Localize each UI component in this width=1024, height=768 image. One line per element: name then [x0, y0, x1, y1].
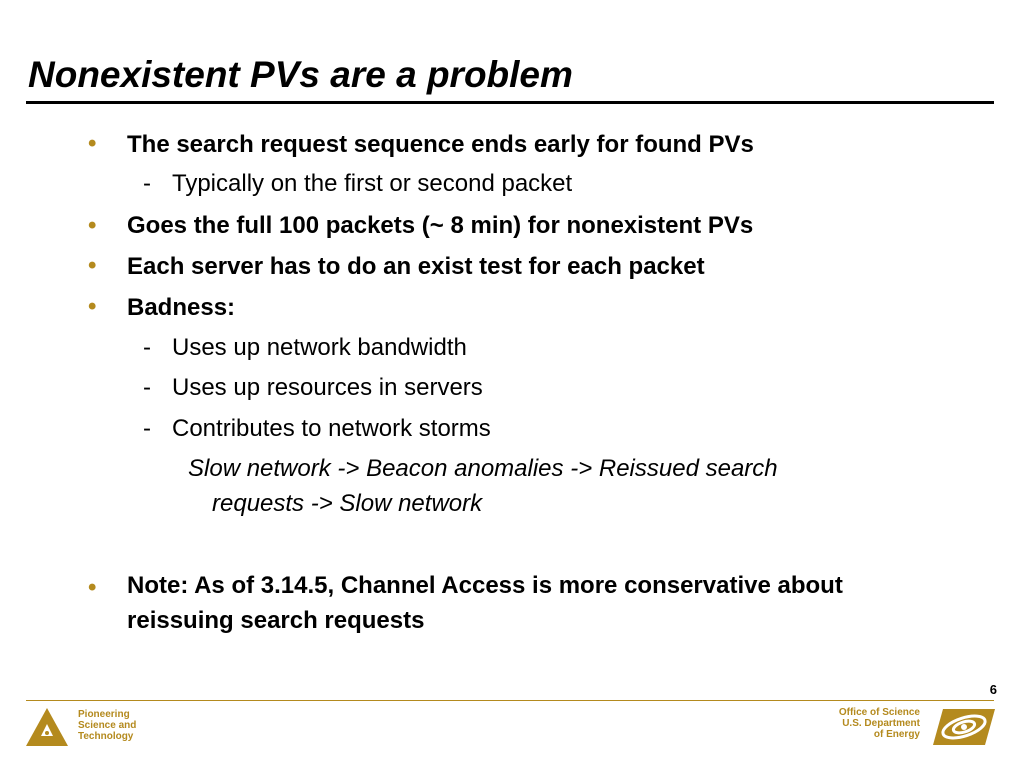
dash-icon: - [143, 415, 151, 442]
lab-tagline-line-2: Science and [78, 720, 137, 731]
sub-bullet-text: Uses up resources in servers [172, 374, 483, 401]
argonne-triangle-icon [25, 707, 69, 752]
lab-tagline-line-1: Pioneering [78, 709, 130, 720]
sub-bullet-text: Contributes to network storms [172, 415, 491, 442]
sub-bullet-text: Typically on the first or second packet [172, 170, 573, 197]
slide-title: Nonexistent PVs are a problem [28, 54, 573, 95]
bullet-text: Badness: [127, 294, 236, 321]
dash-icon: - [143, 170, 151, 197]
note-text-line-2: requests -> Slow network [212, 490, 483, 517]
note-text-line-1: Slow network -> Beacon anomalies -> Reissued search [188, 455, 778, 482]
footer-divider [26, 700, 994, 701]
doe-office-text [839, 707, 920, 740]
bullet-icon: • [88, 252, 97, 279]
bullet-text: Each server has to do an exist test for each packet [127, 253, 705, 280]
title-divider [26, 101, 994, 104]
bullet-text: Goes the full 100 packets (~ 8 min) for nonexistent PVs [127, 212, 754, 239]
bullet-text-line-2: reissuing search requests [127, 607, 425, 634]
doe-office-line-2: U.S. Department [842, 718, 920, 729]
dash-icon: - [143, 374, 151, 401]
bullet-icon: • [88, 574, 97, 601]
doe-office-line-1: Office of Science [838, 707, 920, 718]
lab-tagline [78, 709, 136, 742]
bullet-icon: • [88, 293, 97, 320]
doe-atom-logo-icon [931, 707, 997, 752]
page-number: 6 [989, 682, 997, 697]
bullet-text: The search request sequence ends early for found PVs [127, 131, 754, 158]
dash-icon: - [143, 334, 151, 361]
bullet-icon: • [88, 212, 97, 239]
doe-office-line-3: of Energy [873, 729, 920, 740]
bullet-icon: • [88, 130, 97, 157]
bullet-text-line-1: Note: As of 3.14.5, Channel Access is more conservative about [127, 572, 843, 599]
sub-bullet-text: Uses up network bandwidth [172, 334, 467, 361]
lab-tagline-line-3: Technology [78, 731, 134, 742]
